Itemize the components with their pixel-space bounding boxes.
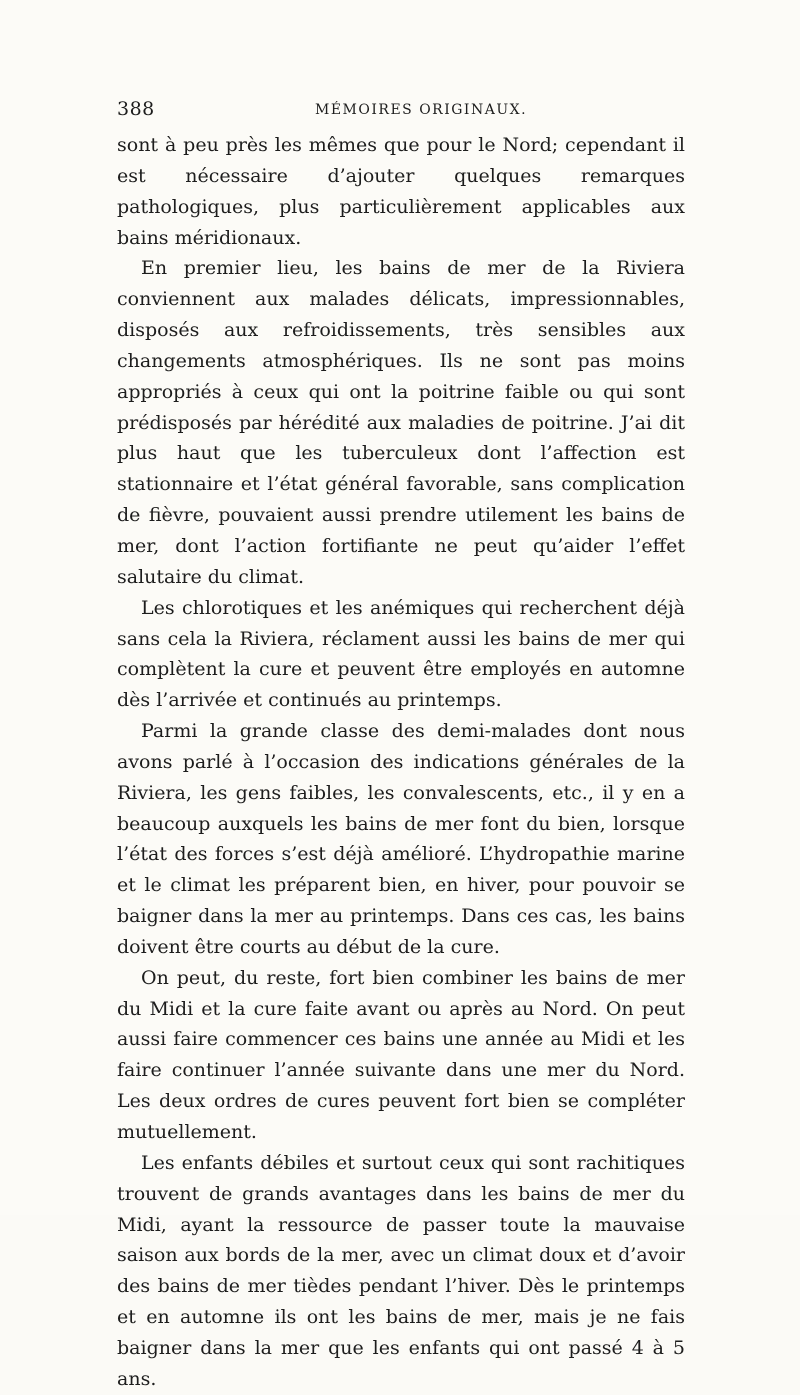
paragraph-3: Les chlorotiques et les anémiques qui recherchent déjà sans cela la Riviera, réclament aussi les bains de mer qui complètent la cure et peuvent être employés en automne dès l’arrivée et continués au printemps. (117, 596, 685, 712)
page-number: 388 (117, 98, 155, 120)
body-text (117, 130, 685, 1395)
paragraph-4: Parmi la grande classe des demi-malades dont nous avons parlé à l’occasion des indications générales de la Riviera, les gens faibles, les convalescents, etc., il y en a beaucoup auxquels les bains de mer font du bien, lorsque l’état des forces s’est déjà amélioré. L’hydropathie marine et le climat les préparent bien, en hiver, pour pouvoir se baigner dans la mer au printemps. Dans ces cas, les bains doivent être courts au début de la cure. (117, 720, 685, 958)
paragraph-5: On peut, du reste, fort bien combiner les bains de mer du Midi et la cure faite avant ou après au Nord. On peut aussi faire commencer ces bains une année au Midi et les faire continuer l’année suivante dans une mer du Nord. Les deux ordres de cures peuvent fort bien se compléter mutuellement. (117, 966, 685, 1143)
running-head: MÉMOIRES ORIGINAUX. (315, 102, 528, 118)
paragraph-6: Les enfants débiles et surtout ceux qui sont rachitiques trouvent de grands avantages dans les bains de mer du Midi, ayant la ressource de passer toute la mauvaise saison aux bords de la mer, avec un climat doux et d’avoir des bains de mer tièdes pendant l’hiver. Dès le printemps et en automne ils ont les bains de mer, mais je ne fais baigner dans la mer que les enfants qui ont passé 4 à 5 ans. (117, 1151, 685, 1390)
paragraph-1: sont à peu près les mêmes que pour le Nord; cependant il est nécessaire d’ajouter quelques remarques pathologiques, plus particulièrement applicables aux bains méridionaux. (117, 134, 685, 249)
paragraph-2: En premier lieu, les bains de mer de la Riviera conviennent aux malades délicats, impressionnables, disposés aux refroidissements, très sensibles aux changements atmosphériques. Ils ne sont pas moins appropriés à ceux qui ont la poitrine faible ou qui sont prédisposés par hérédité aux maladies de poitrine. J’ai dit plus haut que les tuberculeux dont l’affection est stationnaire et l’état général favorable, sans complication de fièvre, pouvaient aussi prendre utilement les bains de mer, dont l’action fortifiante ne peut qu’aider l’effet salutaire du climat. (117, 257, 685, 588)
page-header (117, 98, 685, 126)
